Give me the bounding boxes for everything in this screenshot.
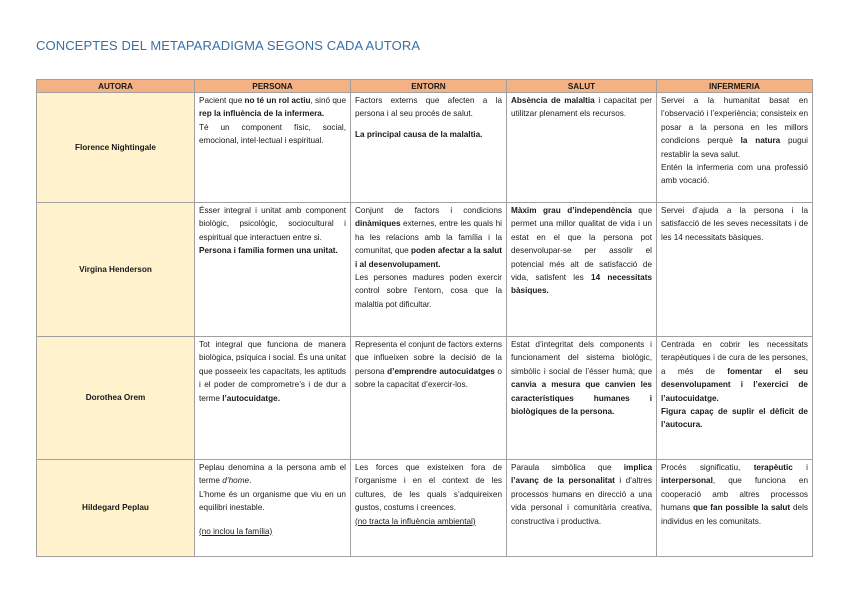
entorn-cell [351, 337, 507, 460]
salut-text: Absència de malaltia i capacitat per utilitzar plenament els recursos. [511, 96, 652, 119]
entorn-cell [351, 93, 507, 203]
persona-text: L’home és un organisme que viu en un equilibri inestable. [199, 489, 346, 513]
salut-text: Màxim grau d’independència que permet una millor qualitat de vida i un estat en el que la persona pot desenvolupar-se per assolir el potencial més alt de satisfacció de vida, satisfent les 14 necessitats bàsiques. [511, 206, 653, 296]
page-title: CONCEPTES DEL METAPARADIGMA SEGONS CADA AUTORA [36, 38, 421, 53]
salut-text: Estat d’integritat dels components i funcionament del sistema biològic, simbòlic i social de l’ésser humà; que canvia a mesura que canvien les característiques humanes i biològiques de la persona. [511, 340, 652, 417]
infermeria-cell [657, 337, 813, 460]
persona-text: Persona i família formen una unitat. [199, 246, 338, 256]
persona-text: Pacient que no té un rol actiu, sinó que rep la influència de la infermera. [199, 96, 347, 119]
header-salut: SALUT [507, 80, 657, 93]
salut-cell [507, 93, 657, 203]
salut-cell [507, 337, 657, 460]
infermeria-text: Procés significatiu, terapèutic i interpersonal, que funciona en cooperació amb altres processos humans que fan possible la salut dels individus en les comunitats. [661, 463, 809, 526]
persona-text: Tot integral que funciona de manera biològica, psíquica i social. És una unitat que posseeix les capacitats, les aptituds i el poder de comprometre’s i de dur a terme l’autocuidatge. [199, 340, 347, 403]
infermeria-text: Servei d’ajuda a la persona i la satisfacció de les seves necessitats i de les 14 necessitats bàsiques. [661, 206, 808, 242]
infermeria-text: Entén la infermeria com una professió amb vocació. [661, 163, 808, 186]
table-row [37, 93, 813, 203]
infermeria-cell [657, 460, 813, 557]
persona-cell [195, 460, 351, 557]
salut-cell [507, 203, 657, 337]
entorn-note: (no tracta la influència ambiental) [355, 516, 476, 526]
persona-cell [195, 93, 351, 203]
infermeria-text: Figura capaç de suplir el dèficit de l’autocura. [661, 407, 808, 430]
header-autora: AUTORA [37, 80, 195, 93]
infermeria-text: Servei a la humanitat basat en l’observació i l’experiència; consisteix en posar a la persona en les millors condicions perquè la natura pugui restablir la seva salut. [661, 96, 808, 159]
entorn-text: Les forces que existeixen fora de l’organisme i en el context de les cultures, de les quals s’adquireixen gustos, costums i creences. [355, 463, 502, 513]
table-row [37, 460, 813, 557]
entorn-text: La principal causa de la malaltia. [355, 129, 483, 139]
entorn-text: Representa el conjunt de factors externs que influeixen sobre la decisió de la persona d’emprendre autocuidatges o sobre la capacitat d’exercir-los. [355, 340, 503, 390]
author-cell: Dorothea Orem [37, 337, 195, 460]
header-infermeria: INFERMERIA [657, 80, 813, 93]
author-cell: Hildegard Peplau [37, 460, 195, 557]
entorn-cell [351, 203, 507, 337]
salut-cell [507, 460, 657, 557]
table-row [37, 337, 813, 460]
infermeria-cell [657, 93, 813, 203]
header-persona: PERSONA [195, 80, 351, 93]
entorn-text: Conjunt de factors i condicions dinàmiques externes, entre les quals hi ha les relacions amb la família i la comunitat, que poden afectar a la salut i al desenvolupament. [355, 206, 502, 269]
infermeria-cell [657, 203, 813, 337]
persona-cell [195, 337, 351, 460]
entorn-text: Factors externs que afecten a la persona i al seu procés de salut. [355, 96, 502, 119]
persona-cell [195, 203, 351, 337]
author-cell: Florence Nightingale [37, 93, 195, 203]
infermeria-text: Centrada en cobrir les necessitats terapèutiques i de cura de les persones, a més de fomentar el seu desenvolupament i l’exercici de l’autocuidatge. [661, 340, 809, 403]
author-cell: Virgina Henderson [37, 203, 195, 337]
table-row [37, 203, 813, 337]
entorn-cell [351, 460, 507, 557]
salut-text: Paraula simbòlica que implica l’avanç de la personalitat i d’altres processos humans en direcció a una vida personal i comunitària creativa, constructiva i productiva. [511, 463, 652, 526]
persona-note: (no inclou la família) [199, 526, 273, 536]
persona-text: Té un component físic, social, emocional, intel·lectual i espiritual. [199, 122, 346, 146]
header-row [37, 80, 813, 93]
metaparadigm-table [36, 79, 813, 557]
header-entorn: ENTORN [351, 80, 507, 93]
entorn-text: Les persones madures poden exercir control sobre l’entorn, cosa que la malaltia pot dificultar. [355, 273, 502, 309]
persona-text: Peplau denomina a la persona amb el terme d’home. [199, 463, 346, 486]
persona-text: Ésser integral i unitat amb component biològic, psicològic, sociocultural i espiritual que interactuen entre si. [199, 206, 346, 242]
